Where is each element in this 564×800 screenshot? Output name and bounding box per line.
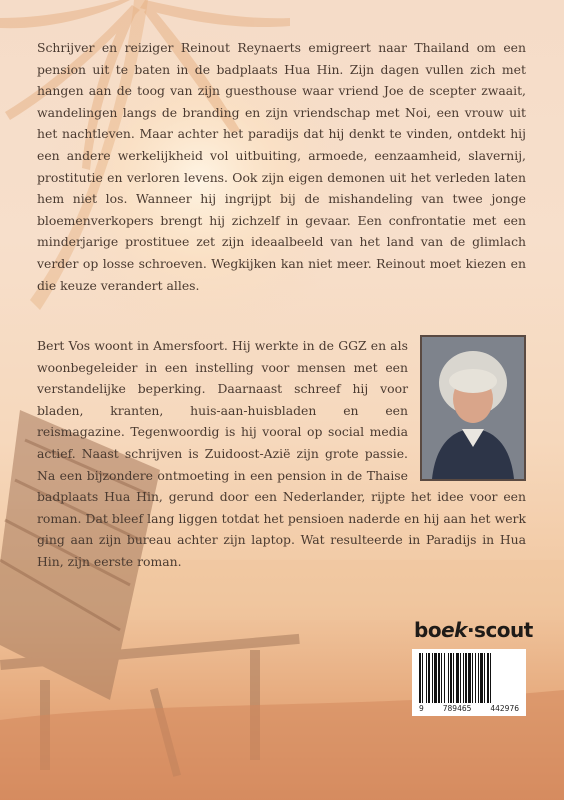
barcode-bar: [434, 653, 437, 703]
barcode-bar: [468, 653, 471, 703]
barcode-bar: [419, 653, 421, 703]
barcode-bar: [422, 653, 423, 703]
barcode-bar: [441, 653, 442, 703]
barcode-digits-left: 789465: [442, 704, 472, 713]
author-section: [37, 335, 526, 573]
barcode-bar: [450, 653, 452, 703]
barcode-bar: [478, 653, 479, 703]
barcode-bar: [472, 653, 473, 703]
barcode-bar: [460, 653, 461, 703]
barcode-bar: [487, 653, 489, 703]
barcode-number: [418, 704, 520, 713]
author-bio-text: Bert Vos woont in Amersfoort. Hij werkte in de GGZ en als woonbegeleider in een instelling voor mensen met een verstandelijke beperking. Daarnaast schreef hij voor bladen, kranten, huis-aan-huisbladen en een reismagazine. Tegenwoordig is hij vooral op social media actief. Naast schrijven is Zuidoost-Azië zijn grote passie. Na een bijzondere ontmoeting in een pension in de Thaise badplaats Hua Hin, gerund door een Nederlander, rijpte het idee voor een roman. Dat bleef lang liggen totdat het pensioen naderde en hij aan het werk ging aan zijn bureau achter zijn laptop. Wat resulteerde in Paradijs in Hua Hin, zijn eerste roman.: [37, 338, 526, 569]
barcode-bar: [480, 653, 483, 703]
barcode-bar: [444, 653, 445, 703]
barcode-digits-right: 442976: [490, 704, 519, 713]
barcode-bars: [418, 653, 520, 703]
barcode-bar: [432, 653, 433, 703]
barcode-bar: [475, 653, 476, 703]
barcode-bar: [465, 653, 467, 703]
barcode-bar: [456, 653, 459, 703]
logo-dot: ·: [466, 618, 475, 642]
barcode-digit-prefix: 9: [419, 704, 424, 713]
barcode-bar: [438, 653, 440, 703]
author-photo: [420, 335, 526, 481]
publisher-logo: [414, 617, 533, 643]
logo-text-ek: ek: [441, 618, 467, 642]
logo-text-scout: scout: [474, 618, 533, 642]
isbn-barcode: [412, 649, 526, 716]
barcode-bar: [463, 653, 464, 703]
barcode-bar: [426, 653, 427, 703]
barcode-bar: [490, 653, 491, 703]
logo-text-bo: bo: [414, 618, 442, 642]
author-portrait-icon: [422, 337, 524, 479]
barcode-bar: [453, 653, 454, 703]
barcode-bar: [428, 653, 430, 703]
barcode-bar: [448, 653, 449, 703]
book-blurb: Schrijver en reiziger Reinout Reynaerts emigreert naar Thailand om een pension uit te baten in de badplaats Hua Hin. Zijn dagen vullen zich met hangen aan de toog van zijn guesthouse waar vriend Joe de scepter zwaait, wandelingen langs de branding en zijn vriendschap met Noi, een vrouw uit het nachtleven. Maar achter het paradijs dat hij denkt te vinden, ontdekt hij een andere werkelijkheid vol uitbuiting, armoede, eenzaamheid, slavernij, prostitutie en verloren levens. Ook zijn eigen demonen uit het verleden laten hem niet los. Wanneer hij ingrijpt bij de mishandeling van twee jonge bloemenverkopers brengt hij zichzelf in gevaar. Een confrontatie met een minderjarige prostituee zet zijn ideaalbeeld van het land van de glimlach verder op losse schroeven. Wegkijken kan niet meer. Reinout moet kiezen en die keuze verandert alles.: [37, 40, 526, 293]
barcode-bar: [484, 653, 485, 703]
